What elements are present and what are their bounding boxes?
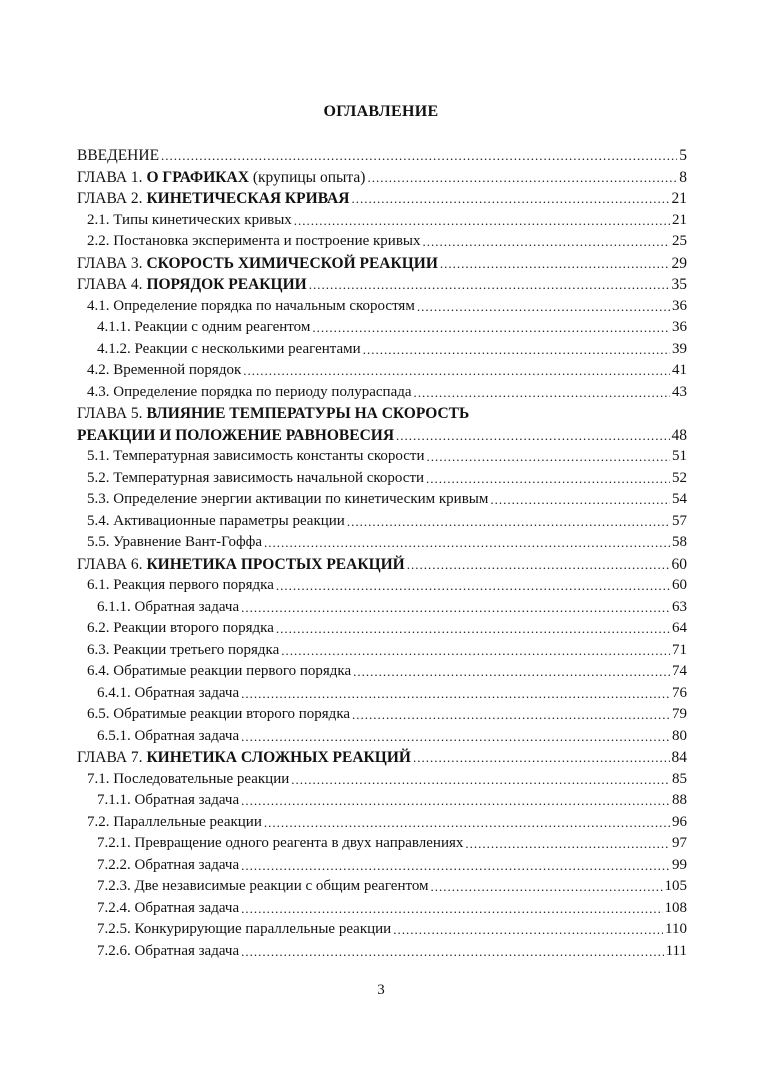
toc-entry-prefix: 7.2.5. Конкурирующие параллельные реакции bbox=[97, 921, 392, 937]
toc-dot-leader bbox=[427, 446, 671, 468]
toc-dot-leader bbox=[241, 898, 662, 920]
toc-page-number: 79 bbox=[672, 706, 687, 722]
toc-entry-prefix: 2.1. Типы кинетических кривых bbox=[87, 211, 292, 228]
toc-dot-leader bbox=[417, 296, 670, 318]
page-number: 3 bbox=[377, 982, 385, 998]
toc-page-number: 21 bbox=[671, 190, 687, 207]
toc-dot-leader bbox=[351, 188, 669, 210]
toc-entry[interactable] bbox=[77, 167, 687, 189]
toc-entry-label bbox=[87, 769, 289, 791]
toc-entry-prefix: 6.5. Обратимые реакции второго порядка bbox=[87, 706, 351, 722]
toc-dot-leader bbox=[426, 468, 670, 490]
toc-entry-label bbox=[87, 575, 274, 597]
toc-entry[interactable] bbox=[77, 489, 687, 511]
toc-entry-prefix: 4.3. Определение порядка по периоду полураспада bbox=[87, 383, 412, 400]
toc-page-number: 39 bbox=[672, 340, 687, 357]
toc-dot-leader bbox=[352, 704, 670, 726]
toc-dot-leader bbox=[276, 575, 670, 597]
toc-entry-prefix: 7.2.2. Обратная задача bbox=[97, 856, 240, 873]
toc-entry[interactable] bbox=[77, 618, 687, 640]
toc-entry-prefix: 7.2.1. Превращение одного реагента в двух направлениях bbox=[97, 835, 464, 851]
toc-dot-leader bbox=[347, 511, 670, 533]
toc-entry-label bbox=[77, 188, 349, 210]
toc-entry[interactable] bbox=[77, 898, 687, 920]
toc-entry-label bbox=[77, 554, 405, 576]
toc-page-number: 64 bbox=[672, 620, 687, 636]
toc-page-number: 21 bbox=[672, 211, 687, 228]
toc-entry-prefix: ГЛАВА 5. bbox=[77, 405, 147, 422]
toc-entry-prefix: 4.2. Временной порядок bbox=[87, 362, 242, 378]
toc-entry[interactable] bbox=[77, 296, 687, 318]
toc-entry[interactable] bbox=[77, 833, 687, 855]
toc-page-number: 35 bbox=[671, 276, 687, 293]
toc-dot-leader bbox=[423, 231, 671, 253]
toc-entry-prefix: 5.5. Уравнение Вант-Гоффа bbox=[87, 534, 263, 550]
toc-dot-leader bbox=[367, 167, 677, 189]
toc-entry[interactable] bbox=[77, 575, 687, 597]
toc-entry-prefix: 7.1.1. Обратная задача bbox=[97, 792, 240, 808]
toc-page-number: 110 bbox=[665, 921, 687, 937]
toc-entry-bold-title: КИНЕТИЧЕСКАЯ КРИВАЯ bbox=[146, 190, 350, 207]
toc-dot-leader bbox=[241, 597, 670, 619]
toc-entry-label bbox=[77, 167, 365, 189]
toc-entry[interactable] bbox=[77, 403, 687, 425]
toc-entry[interactable] bbox=[77, 532, 687, 554]
toc-entry[interactable] bbox=[77, 210, 687, 232]
toc-dot-leader bbox=[264, 812, 670, 834]
toc-dot-leader bbox=[396, 425, 669, 447]
toc-entry-label bbox=[87, 532, 262, 554]
toc-entry[interactable] bbox=[77, 554, 687, 576]
toc-entry-label bbox=[77, 145, 159, 167]
toc-entry-label bbox=[87, 812, 262, 834]
toc-entry[interactable] bbox=[77, 704, 687, 726]
toc-entry-bold-title: РЕАКЦИИ И ПОЛОЖЕНИЕ РАВНОВЕСИЯ bbox=[77, 426, 395, 444]
toc-entry-label bbox=[97, 790, 239, 812]
toc-dot-leader bbox=[161, 145, 677, 167]
toc-dot-leader bbox=[490, 489, 670, 511]
toc-entry-label bbox=[97, 941, 239, 963]
toc-entry-suffix: (крупицы опыта) bbox=[248, 168, 366, 186]
toc-entry-prefix: 4.1. Определение порядка по начальным скоростям bbox=[87, 297, 415, 314]
toc-page-number: 29 bbox=[671, 254, 687, 272]
toc-entry-prefix: ГЛАВА 4. bbox=[77, 276, 147, 293]
toc-entry-prefix: 4.1.1. Реакции с одним реагентом bbox=[97, 319, 311, 335]
toc-dot-leader bbox=[241, 790, 670, 812]
toc-entry[interactable] bbox=[77, 747, 687, 769]
toc-entry-prefix: 6.2. Реакции второго порядка bbox=[87, 620, 274, 636]
toc-entry-label bbox=[97, 833, 463, 855]
toc-entry[interactable] bbox=[77, 769, 687, 791]
toc-entry[interactable] bbox=[77, 683, 687, 705]
toc-dot-leader bbox=[276, 618, 670, 640]
toc-entry-prefix: 5.1. Температурная зависимость константы скорости bbox=[87, 448, 425, 464]
toc-page-number: 108 bbox=[664, 899, 687, 916]
toc-entry[interactable] bbox=[77, 876, 687, 898]
toc-dot-leader bbox=[407, 554, 670, 576]
toc-entry-prefix: 6.1.1. Обратная задача bbox=[97, 598, 240, 615]
toc-entry-label bbox=[77, 747, 411, 769]
toc-entry-label bbox=[87, 468, 424, 490]
table-of-contents bbox=[77, 145, 687, 962]
toc-dot-leader bbox=[264, 532, 670, 554]
toc-entry[interactable] bbox=[77, 941, 687, 963]
toc-dot-leader bbox=[243, 360, 670, 382]
toc-entry-label bbox=[87, 489, 488, 511]
toc-entry[interactable] bbox=[77, 145, 687, 167]
toc-entry[interactable] bbox=[77, 382, 687, 404]
toc-entry-prefix: 5.4. Активационные параметры реакции bbox=[87, 512, 345, 529]
toc-page-number: 58 bbox=[672, 534, 687, 550]
toc-entry[interactable] bbox=[77, 339, 687, 361]
toc-page-number: 97 bbox=[672, 835, 687, 851]
toc-page-number: 71 bbox=[672, 641, 687, 658]
toc-entry[interactable] bbox=[77, 188, 687, 210]
toc-entry-prefix: ВВЕДЕНИЕ bbox=[77, 147, 160, 164]
toc-page-number: 5 bbox=[679, 147, 687, 164]
toc-entry-label bbox=[97, 898, 239, 920]
toc-entry-label bbox=[87, 704, 350, 726]
toc-dot-leader bbox=[309, 274, 670, 296]
toc-title: ОГЛАВЛЕНИЕ bbox=[323, 103, 439, 120]
toc-entry-bold-title: ПОРЯДОК РЕАКЦИИ bbox=[146, 276, 307, 293]
toc-entry-prefix: 5.3. Определение энергии активации по кинетическим кривым bbox=[87, 491, 489, 507]
toc-entry[interactable] bbox=[77, 231, 687, 253]
toc-page-number: 96 bbox=[672, 813, 687, 830]
toc-entry-prefix: 6.4.1. Обратная задача bbox=[97, 684, 240, 701]
toc-page-number: 8 bbox=[679, 168, 687, 186]
toc-entry-label bbox=[97, 919, 391, 941]
toc-entry-prefix: ГЛАВА 1. bbox=[77, 168, 147, 186]
toc-entry-prefix: ГЛАВА 7. bbox=[77, 749, 147, 766]
toc-page-number: 84 bbox=[671, 749, 687, 766]
toc-entry-label bbox=[77, 274, 307, 296]
toc-entry-prefix: 6.1. Реакция первого порядка bbox=[87, 577, 274, 593]
toc-entry-prefix: 7.2.3. Две независимые реакции с общим реагентом bbox=[97, 878, 429, 894]
toc-entry-prefix: ГЛАВА 6. bbox=[77, 555, 147, 573]
toc-dot-leader bbox=[353, 661, 670, 683]
toc-entry-label bbox=[77, 405, 469, 422]
toc-entry[interactable] bbox=[77, 511, 687, 533]
toc-entry[interactable] bbox=[77, 468, 687, 490]
toc-entry-label bbox=[87, 210, 292, 232]
toc-entry-prefix: 6.4. Обратимые реакции первого порядка bbox=[87, 663, 352, 679]
toc-dot-leader bbox=[291, 769, 670, 791]
toc-dot-leader bbox=[241, 855, 670, 877]
toc-entry[interactable] bbox=[77, 274, 687, 296]
toc-entry-bold-title: КИНЕТИКА ПРОСТЫХ РЕАКЦИЙ bbox=[146, 555, 405, 573]
toc-entry-label bbox=[87, 640, 279, 662]
toc-entry[interactable] bbox=[77, 661, 687, 683]
toc-dot-leader bbox=[440, 253, 670, 275]
toc-page-number: 85 bbox=[672, 770, 687, 787]
toc-entry-prefix: 4.1.2. Реакции с несколькими реагентами bbox=[97, 340, 361, 357]
toc-entry[interactable] bbox=[77, 812, 687, 834]
toc-entry-label bbox=[97, 726, 239, 748]
toc-dot-leader bbox=[413, 747, 670, 769]
toc-entry-label bbox=[87, 382, 412, 404]
toc-entry[interactable] bbox=[77, 726, 687, 748]
toc-dot-leader bbox=[241, 941, 664, 963]
toc-entry-prefix: 6.3. Реакции третьего порядка bbox=[87, 641, 280, 658]
toc-entry-label bbox=[97, 876, 429, 898]
toc-entry-label bbox=[77, 253, 438, 275]
toc-page-number: 74 bbox=[672, 663, 687, 679]
toc-entry-label bbox=[87, 446, 425, 468]
toc-dot-leader bbox=[414, 382, 670, 404]
toc-page-number: 99 bbox=[672, 856, 687, 873]
toc-entry[interactable] bbox=[77, 360, 687, 382]
toc-dot-leader bbox=[363, 339, 670, 361]
toc-entry-label bbox=[97, 683, 239, 705]
toc-dot-leader bbox=[393, 919, 663, 941]
toc-entry[interactable] bbox=[77, 790, 687, 812]
toc-page-number: 25 bbox=[672, 233, 687, 249]
toc-entry-label bbox=[97, 339, 361, 361]
toc-page-number: 36 bbox=[672, 297, 687, 314]
toc-page-number: 54 bbox=[672, 491, 687, 507]
toc-entry-prefix: 7.1. Последовательные реакции bbox=[87, 770, 290, 787]
toc-entry[interactable] bbox=[77, 855, 687, 877]
toc-dot-leader bbox=[465, 833, 670, 855]
toc-page-number: 51 bbox=[672, 448, 687, 464]
toc-entry[interactable] bbox=[77, 640, 687, 662]
toc-page-number: 63 bbox=[672, 598, 687, 615]
toc-dot-leader bbox=[312, 317, 670, 339]
toc-entry-label bbox=[87, 360, 241, 382]
toc-entry-bold-title: О ГРАФИКАХ bbox=[146, 168, 249, 186]
toc-entry-prefix: 5.2. Температурная зависимость начальной скорости bbox=[87, 469, 425, 486]
toc-entry-label bbox=[87, 511, 345, 533]
toc-entry-prefix: ГЛАВА 3. bbox=[77, 254, 147, 272]
toc-entry[interactable] bbox=[77, 317, 687, 339]
toc-page-number: 36 bbox=[672, 319, 687, 335]
toc-entry-bold-title: КИНЕТИКА СЛОЖНЫХ РЕАКЦИЙ bbox=[146, 749, 411, 766]
toc-dot-leader bbox=[431, 876, 663, 898]
toc-page-number: 105 bbox=[664, 878, 687, 894]
toc-dot-leader bbox=[281, 640, 670, 662]
toc-entry-label bbox=[87, 231, 421, 253]
toc-page-number: 43 bbox=[672, 383, 687, 400]
toc-entry[interactable] bbox=[77, 446, 687, 468]
toc-page-number: 52 bbox=[672, 469, 687, 486]
toc-entry-prefix: 7.2. Параллельные реакции bbox=[87, 813, 262, 830]
toc-entry-bold-title: СКОРОСТЬ ХИМИЧЕСКОЙ РЕАКЦИИ bbox=[146, 254, 438, 272]
toc-page-number: 60 bbox=[671, 555, 687, 573]
toc-page-number: 111 bbox=[665, 942, 687, 959]
toc-page-number: 57 bbox=[672, 512, 687, 529]
toc-entry-prefix: ГЛАВА 2. bbox=[77, 190, 147, 207]
toc-entry-label bbox=[87, 296, 415, 318]
toc-entry[interactable] bbox=[77, 253, 687, 275]
toc-entry-label bbox=[77, 425, 394, 447]
toc-dot-leader bbox=[241, 683, 670, 705]
toc-entry[interactable] bbox=[77, 597, 687, 619]
toc-entry-label bbox=[97, 317, 310, 339]
toc-dot-leader bbox=[241, 726, 670, 748]
toc-page-number: 41 bbox=[672, 362, 687, 378]
toc-entry-prefix: 2.2. Постановка эксперимента и построение кривых bbox=[87, 233, 421, 249]
toc-entry[interactable] bbox=[77, 919, 687, 941]
toc-entry-prefix: 7.2.4. Обратная задача bbox=[97, 899, 240, 916]
toc-dot-leader bbox=[294, 210, 670, 232]
toc-entry-prefix: 6.5.1. Обратная задача bbox=[97, 727, 240, 744]
toc-entry[interactable] bbox=[77, 425, 687, 447]
toc-page-number: 80 bbox=[672, 727, 687, 744]
toc-entry-label bbox=[87, 661, 351, 683]
toc-page-number: 88 bbox=[672, 792, 687, 808]
toc-page-number: 60 bbox=[672, 577, 687, 593]
toc-page-number: 76 bbox=[672, 684, 687, 701]
toc-entry-prefix: 7.2.6. Обратная задача bbox=[97, 942, 240, 959]
toc-entry-bold-title: ВЛИЯНИЕ ТЕМПЕРАТУРЫ НА СКОРОСТЬ bbox=[146, 405, 470, 422]
toc-entry-label bbox=[97, 597, 239, 619]
toc-entry-label bbox=[97, 855, 239, 877]
toc-page-number: 48 bbox=[671, 426, 687, 444]
toc-entry-label bbox=[87, 618, 274, 640]
